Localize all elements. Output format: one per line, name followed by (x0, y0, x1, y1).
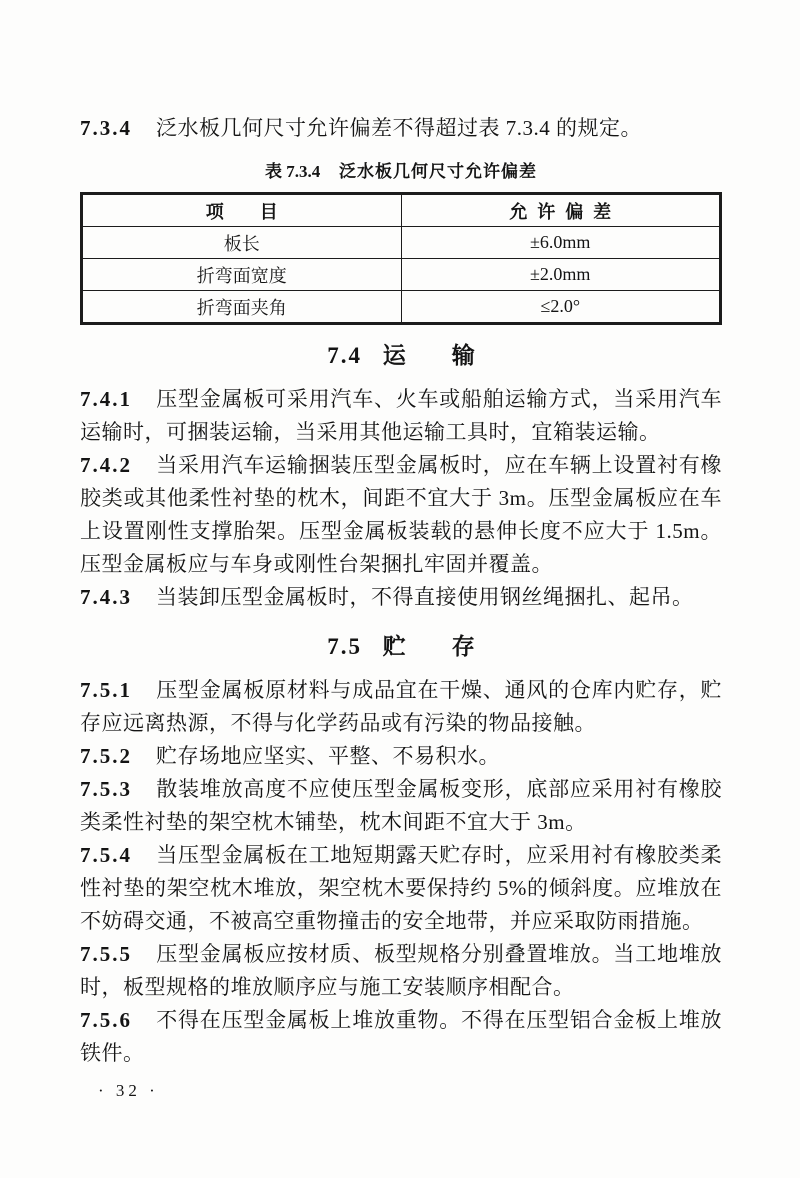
clause-number: 7.5.1 (80, 678, 132, 702)
clause-number: 7.4.3 (80, 585, 132, 609)
clause-7-5-3 (80, 773, 722, 839)
clause-7-4-3 (80, 581, 722, 614)
clause-text: 贮存场地应坚实、平整、不易积水。 (156, 744, 500, 768)
clause-7-5-1 (80, 674, 722, 740)
clause-7-4-2 (80, 449, 722, 581)
table-row (82, 227, 721, 259)
section-title: 运输 (382, 343, 521, 368)
column-header-tolerance: 允许偏差 (401, 194, 721, 227)
tolerance-cell: ≤2.0° (401, 291, 721, 324)
clause-text: 泛水板几何尺寸允许偏差不得超过表 7.3.4 的规定。 (156, 116, 642, 140)
table-caption-label: 表 7.3.4 (265, 162, 321, 181)
clause-number: 7.5.5 (80, 942, 132, 966)
table-caption-title: 泛水板几何尺寸允许偏差 (338, 162, 537, 181)
clause-number: 7.5.2 (80, 744, 132, 768)
section-title: 贮存 (382, 634, 521, 659)
clause-text: 压型金属板应按材质、板型规格分别叠置堆放。当工地堆放时，板型规格的堆放顺序应与施工安装顺序相配合。 (80, 942, 722, 999)
clause-number: 7.5.4 (80, 843, 132, 867)
section-heading-7-4 (80, 341, 722, 371)
clause-7-5-6 (80, 1004, 722, 1070)
item-cell: 折弯面宽度 (82, 259, 402, 291)
clause-text: 压型金属板原材料与成品宜在干燥、通风的仓库内贮存，贮存应远离热源，不得与化学药品或有污染的物品接触。 (80, 678, 722, 735)
clause-text: 当采用汽车运输捆装压型金属板时，应在车辆上设置衬有橡胶类或其他柔性衬垫的枕木，间距不宜大于 3m。压型金属板应在车上设置刚性支撑胎架。压型金属板装载的悬伸长度不应大于 1.5m。压型金属板应与车身或刚性台架捆扎牢固并覆盖。 (80, 453, 722, 576)
tolerance-cell: ±6.0mm (401, 227, 721, 259)
clause-7-3-4 (80, 112, 722, 145)
clause-text: 当装卸压型金属板时，不得直接使用钢丝绳捆扎、起吊。 (156, 585, 694, 609)
table-row (82, 259, 721, 291)
section-heading-7-5 (80, 632, 722, 662)
clause-number: 7.5.6 (80, 1008, 132, 1032)
item-cell: 板长 (82, 227, 402, 259)
clause-number: 7.3.4 (80, 116, 132, 140)
clause-7-4-1 (80, 383, 722, 449)
clause-text: 压型金属板可采用汽车、火车或船舶运输方式，当采用汽车运输时，可捆装运输，当采用其他运输工具时，宜箱装运输。 (80, 387, 722, 444)
clause-number: 7.5.3 (80, 777, 132, 801)
tolerance-table (80, 192, 722, 325)
tolerance-cell: ±2.0mm (401, 259, 721, 291)
table-header-row (82, 194, 721, 227)
clause-text: 不得在压型金属板上堆放重物。不得在压型铝合金板上堆放铁件。 (80, 1008, 722, 1065)
clause-number: 7.4.2 (80, 453, 132, 477)
clause-text: 当压型金属板在工地短期露天贮存时，应采用衬有橡胶类柔性衬垫的架空枕木堆放，架空枕木要保持约 5%的倾斜度。应堆放在不妨碍交通，不被高空重物撞击的安全地带，并应采取防雨措施。 (80, 843, 722, 933)
clause-7-5-5 (80, 938, 722, 1004)
clause-7-5-4 (80, 839, 722, 938)
section-number: 7.4 (327, 343, 363, 368)
column-header-item: 项目 (82, 194, 402, 227)
table-row (82, 291, 721, 324)
page-number: · 32 · (98, 1081, 159, 1100)
section-number: 7.5 (327, 634, 363, 659)
item-cell: 折弯面夹角 (82, 291, 402, 324)
clause-7-5-2 (80, 740, 722, 773)
table-caption (80, 159, 722, 185)
clause-number: 7.4.1 (80, 387, 132, 411)
clause-text: 散装堆放高度不应使压型金属板变形，底部应采用衬有橡胶类柔性衬垫的架空枕木铺垫，枕木间距不宜大于 3m。 (80, 777, 722, 834)
